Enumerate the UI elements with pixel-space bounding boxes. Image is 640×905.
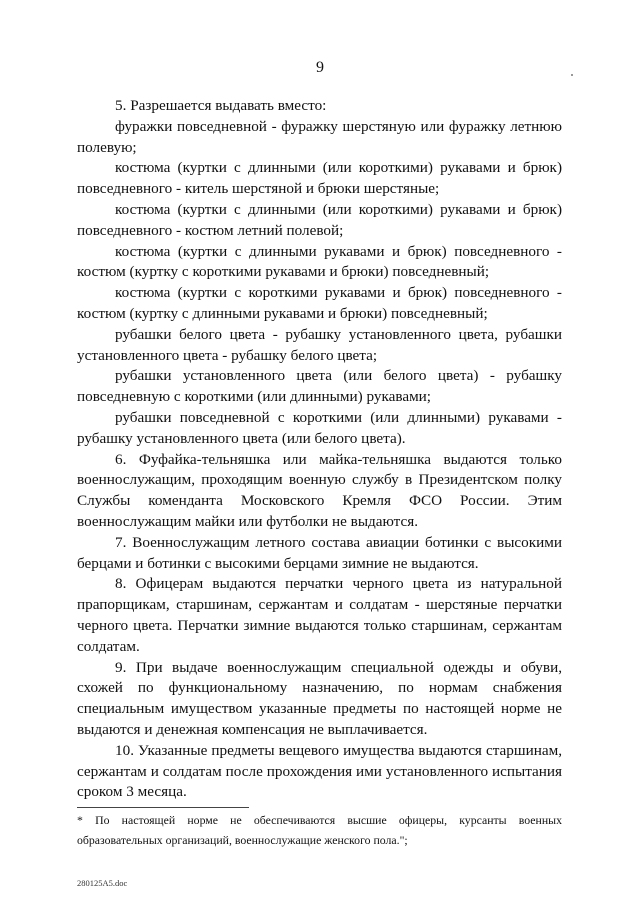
text-line: выдаются и денежная компенсация не выплачивается. xyxy=(77,720,428,738)
text-line: фуражки повседневной - фуражку шерстяную или фуражку летнюю xyxy=(115,117,562,135)
text-line: сержантам и солдатам после прохождения ими установленного испытания xyxy=(77,762,562,780)
paragraph xyxy=(77,408,562,450)
text-line: рубашку установленного цвета (или белого цвета). xyxy=(77,429,406,447)
paragraph xyxy=(77,117,562,159)
paragraph xyxy=(77,200,562,242)
page-number: 9 xyxy=(316,59,324,76)
text-line: 5. Разрешается выдавать вместо: xyxy=(115,97,327,114)
text-line: 8. Офицерам выдаются перчатки черного цвета из натуральной xyxy=(115,575,562,593)
text-line: костюм (куртку с короткими рукавами и брюки) повседневный; xyxy=(77,263,490,281)
text-line: военнослужащим, проходящим военную службу в Президентском полку xyxy=(77,471,562,489)
text-line: рубашки белого цвета - рубашку установленного цвета, рубашки xyxy=(115,325,562,343)
text-line: костюма (куртки с длинными (или короткими) рукавами и брюк) xyxy=(115,159,562,177)
text-line: костюма (куртки с короткими рукавами и брюк) повседневного - xyxy=(115,284,562,302)
text-line: костюма (куртки с длинными (или короткими) рукавами и брюк) xyxy=(115,200,562,218)
text-line: Службы коменданта Московского Кремля ФСО России. Этим xyxy=(77,492,562,510)
paragraph xyxy=(77,283,562,325)
text-line: специальным имуществом указанные предметы по настоящей норме не xyxy=(77,700,562,718)
text-line: солдатам. xyxy=(77,637,140,655)
footnote-divider xyxy=(77,807,249,808)
paragraph xyxy=(77,325,562,367)
text-line: костюма (куртки с длинными рукавами и брюк) повседневного - xyxy=(115,242,562,260)
paragraph xyxy=(77,658,562,741)
paragraph xyxy=(77,533,562,575)
text-line: полевую; xyxy=(77,138,137,156)
paragraph xyxy=(77,242,562,284)
text-line: повседневного - костюм летний полевой; xyxy=(77,221,344,239)
text-line: берцами и ботинки с высокими берцами зимние не выдаются. xyxy=(77,554,479,572)
text-line: установленного цвета - рубашку белого цвета; xyxy=(77,346,378,364)
scan-speck xyxy=(571,74,573,76)
text-line: черного цвета. Перчатки зимние выдаются только старшинам, сержантам xyxy=(77,616,562,634)
paragraph xyxy=(77,366,562,408)
text-line: рубашки установленного цвета (или белого цвета) - рубашку xyxy=(115,367,562,385)
text-line: схожей по функциональному назначению, по нормам снабжения xyxy=(77,679,562,697)
footnote-line: * По настоящей норме не обеспечиваются высшие офицеры, курсанты военных xyxy=(77,813,562,827)
text-line: 10. Указанные предметы вещевого имущества выдаются старшинам, xyxy=(115,741,562,759)
paragraph xyxy=(77,741,562,803)
text-line: военнослужащим майки или футболки не выдаются. xyxy=(77,512,418,530)
text-line: костюм (куртку с длинными рукавами и брюки) повседневный; xyxy=(77,304,488,322)
text-line: 6. Фуфайка-тельняшка или майка-тельняшка выдаются только xyxy=(115,450,562,468)
text-line: прапорщикам, старшинам, сержантам и солдатам - шерстяные перчатки xyxy=(77,596,562,614)
paragraph xyxy=(77,450,562,533)
footnote xyxy=(77,811,562,850)
paragraph xyxy=(77,96,562,117)
text-line: повседневную с короткими (или длинными) рукавами; xyxy=(77,388,432,406)
paragraph xyxy=(77,574,562,657)
body-text xyxy=(77,96,562,803)
text-line: повседневного - китель шерстяной и брюки шерстяные; xyxy=(77,180,440,198)
footnote-line: образовательных организаций, военнослужащие женского пола."; xyxy=(77,832,408,847)
text-line: 7. Военнослужащим летного состава авиации ботинки с высокими xyxy=(115,533,562,551)
text-line: 9. При выдаче военнослужащим специальной одежды и обуви, xyxy=(115,658,562,676)
file-name: 280125A5.doc xyxy=(77,878,128,888)
text-line: сроком 3 месяца. xyxy=(77,783,187,801)
text-line: рубашки повседневной с короткими (или длинными) рукавами - xyxy=(115,408,562,426)
paragraph xyxy=(77,158,562,200)
